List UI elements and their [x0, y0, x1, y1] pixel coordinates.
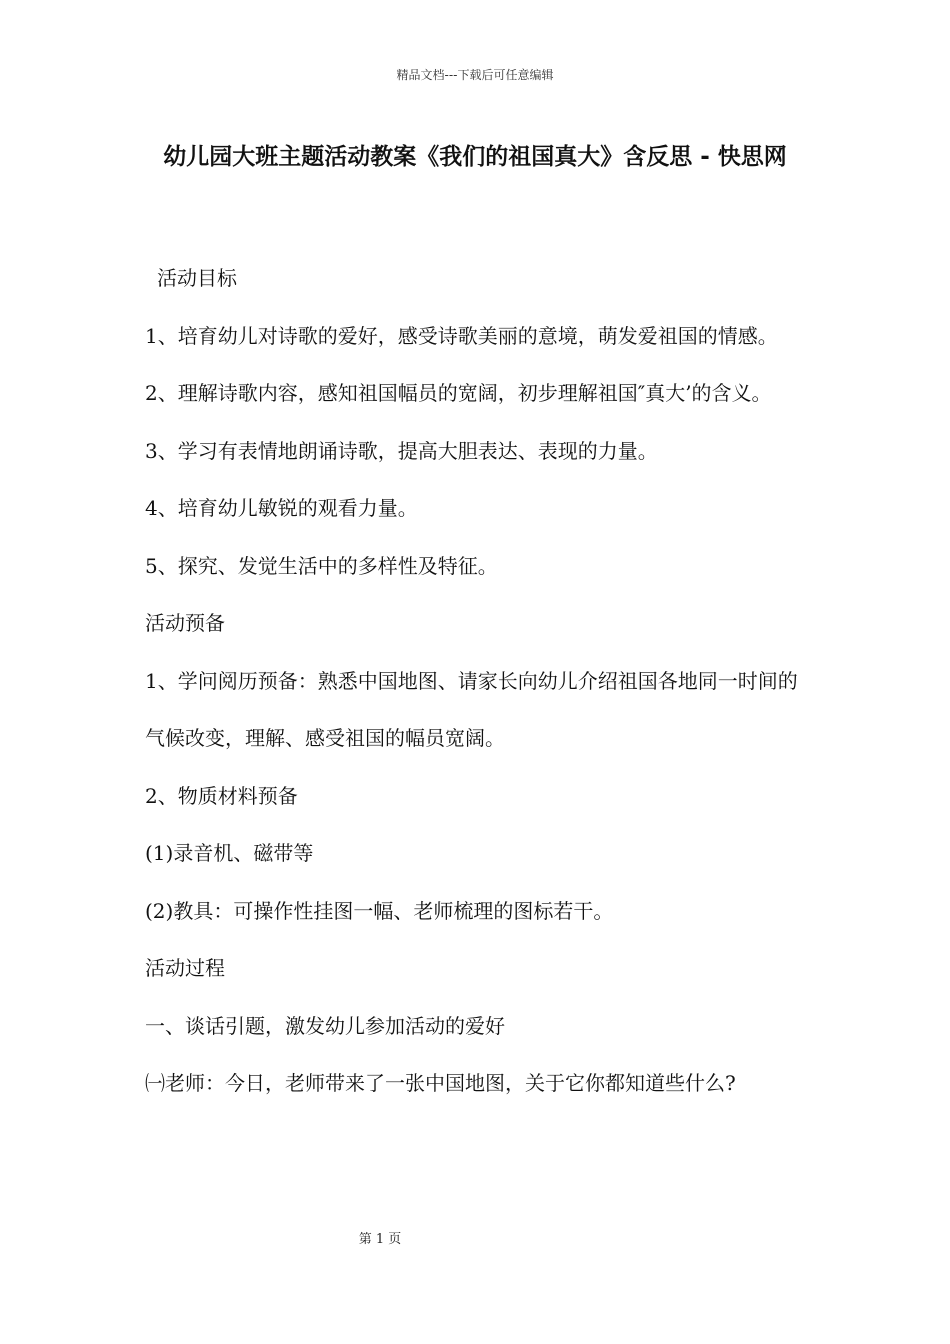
paragraph: 5、探究、发觉生活中的多样性及特征。 — [145, 553, 498, 578]
paragraph: ㈠老师：今日，老师带来了一张中国地图，关于它你都知道些什么? — [145, 1071, 736, 1095]
document-title: 幼儿园大班主题活动教案《我们的祖国真大》含反思 - 快思网 — [163, 144, 787, 170]
paragraph: 1、学问阅历预备：熟悉中国地图、请家长向幼儿介绍祖国各地同一时间的气候改变，理解、感受祖国的幅员宽阔。 — [145, 668, 798, 750]
page-number: 第 1 页 — [358, 1232, 402, 1247]
paragraph: 2、理解诗歌内容，感知祖国幅员的宽阔，初步理解祖国″真大’的含义。 — [145, 381, 772, 405]
section-heading-preparation: 活动预备 — [145, 611, 225, 635]
paragraph: 3、学习有表情地朗诵诗歌，提高大胆表达、表现的力量。 — [145, 438, 658, 463]
section-heading-objectives: 活动目标 — [157, 266, 237, 290]
document-body — [145, 250, 810, 1113]
paragraph: (2)教具：可操作性挂图一幅、老师梳理的图标若干。 — [145, 898, 614, 923]
paragraph: 2、物质材料预备 — [145, 783, 298, 808]
page-header: 精品文档---下载后可任意编辑 — [396, 68, 554, 82]
paragraph: (1)录音机、磁带等 — [145, 841, 314, 865]
section-heading-process: 活动过程 — [145, 956, 225, 980]
paragraph: 4、培育幼儿敏锐的观看力量。 — [145, 496, 418, 520]
paragraph: 1、培育幼儿对诗歌的爱好，感受诗歌美丽的意境，萌发爱祖国的情感。 — [145, 323, 778, 348]
paragraph: 一、谈话引题，激发幼儿参加活动的爱好 — [145, 1013, 505, 1038]
